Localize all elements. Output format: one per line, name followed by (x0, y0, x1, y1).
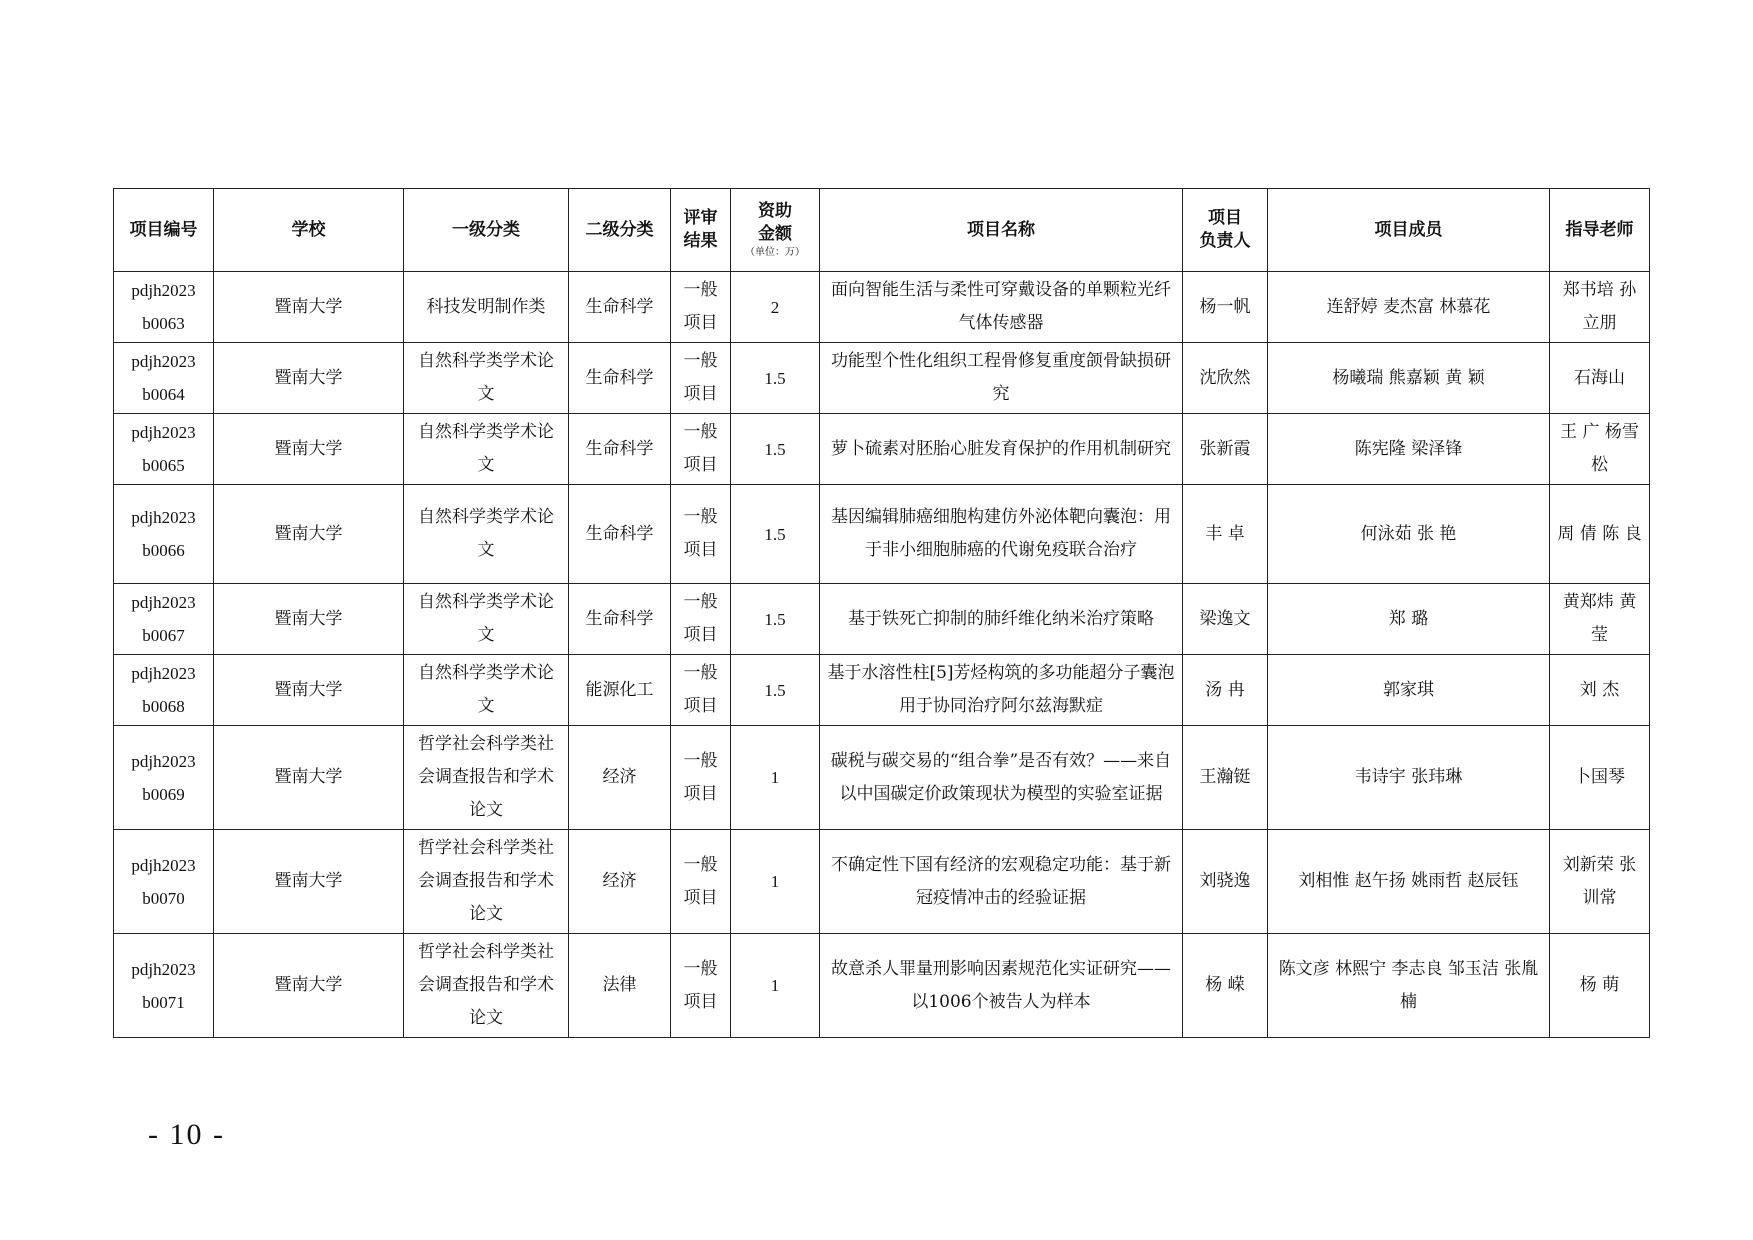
cell-category1: 自然科学类学术论文 (404, 655, 569, 726)
cell-category1: 哲学社会科学类社会调查报告和学术论文 (404, 726, 569, 830)
cell-category2: 生命科学 (569, 272, 671, 343)
cell-project-name: 功能型个性化组织工程骨修复重度颌骨缺损研究 (820, 343, 1183, 414)
cell-project-id: pdjh2023 b0068 (114, 655, 214, 726)
table-row (114, 343, 1650, 414)
header-category1: 一级分类 (404, 189, 569, 272)
table-row (114, 726, 1650, 830)
cell-category2: 经济 (569, 726, 671, 830)
cell-advisor: 卜国琴 (1550, 726, 1650, 830)
cell-category1: 自然科学类学术论文 (404, 584, 569, 655)
cell-review-result: 一般项目 (671, 343, 731, 414)
cell-advisor: 郑书培 孙立朋 (1550, 272, 1650, 343)
cell-school: 暨南大学 (214, 272, 404, 343)
cell-project-name: 基于水溶性柱[5]芳烃构筑的多功能超分子囊泡用于协同治疗阿尔兹海默症 (820, 655, 1183, 726)
table-row (114, 272, 1650, 343)
cell-category1: 哲学社会科学类社会调查报告和学术论文 (404, 830, 569, 934)
cell-review-result: 一般项目 (671, 485, 731, 584)
cell-category2: 生命科学 (569, 414, 671, 485)
table-header-row (114, 189, 1650, 272)
cell-school: 暨南大学 (214, 584, 404, 655)
cell-category2: 生命科学 (569, 343, 671, 414)
header-id: 项目编号 (114, 189, 214, 272)
cell-members: 刘相惟 赵午扬 姚雨哲 赵辰钰 (1268, 830, 1550, 934)
header-school: 学校 (214, 189, 404, 272)
header-leader: 项目 负责人 (1183, 189, 1268, 272)
header-review-result: 评审 结果 (671, 189, 731, 272)
table-body (114, 272, 1650, 1038)
cell-review-result: 一般项目 (671, 830, 731, 934)
cell-amount: 1.5 (731, 584, 820, 655)
cell-advisor: 刘新荣 张训常 (1550, 830, 1650, 934)
cell-leader: 刘骁逸 (1183, 830, 1268, 934)
cell-amount: 1 (731, 830, 820, 934)
header-advisor: 指导老师 (1550, 189, 1650, 272)
cell-school: 暨南大学 (214, 934, 404, 1038)
cell-review-result: 一般项目 (671, 414, 731, 485)
header-members: 项目成员 (1268, 189, 1550, 272)
cell-category1: 自然科学类学术论文 (404, 343, 569, 414)
cell-project-id: pdjh2023 b0069 (114, 726, 214, 830)
cell-category2: 生命科学 (569, 584, 671, 655)
cell-project-id: pdjh2023 b0063 (114, 272, 214, 343)
cell-school: 暨南大学 (214, 414, 404, 485)
table-row (114, 655, 1650, 726)
cell-leader: 汤 冉 (1183, 655, 1268, 726)
cell-advisor: 杨 萌 (1550, 934, 1650, 1038)
cell-advisor: 黄郑炜 黄 莹 (1550, 584, 1650, 655)
cell-project-name: 故意杀人罪量刑影响因素规范化实证研究——以1006个被告人为样本 (820, 934, 1183, 1038)
cell-school: 暨南大学 (214, 726, 404, 830)
cell-project-id: pdjh2023 b0071 (114, 934, 214, 1038)
cell-amount: 1.5 (731, 655, 820, 726)
cell-amount: 1.5 (731, 414, 820, 485)
cell-category1: 自然科学类学术论文 (404, 414, 569, 485)
cell-advisor: 刘 杰 (1550, 655, 1650, 726)
header-category2: 二级分类 (569, 189, 671, 272)
cell-members: 郭家琪 (1268, 655, 1550, 726)
table-row (114, 830, 1650, 934)
cell-review-result: 一般项目 (671, 934, 731, 1038)
cell-review-result: 一般项目 (671, 655, 731, 726)
page-number: - 10 - (148, 1118, 225, 1151)
cell-members: 连舒婷 麦杰富 林慕花 (1268, 272, 1550, 343)
cell-members: 杨曦瑞 熊嘉颖 黄 颖 (1268, 343, 1550, 414)
cell-project-name: 基于铁死亡抑制的肺纤维化纳米治疗策略 (820, 584, 1183, 655)
cell-category2: 法律 (569, 934, 671, 1038)
cell-review-result: 一般项目 (671, 726, 731, 830)
cell-leader: 梁逸文 (1183, 584, 1268, 655)
cell-leader: 张新霞 (1183, 414, 1268, 485)
cell-leader: 杨 嵘 (1183, 934, 1268, 1038)
cell-members: 何泳茹 张 艳 (1268, 485, 1550, 584)
table-row (114, 934, 1650, 1038)
cell-project-name: 不确定性下国有经济的宏观稳定功能：基于新冠疫情冲击的经验证据 (820, 830, 1183, 934)
table-row (114, 584, 1650, 655)
cell-leader: 丰 卓 (1183, 485, 1268, 584)
cell-project-name: 碳税与碳交易的“组合拳”是否有效？——来自以中国碳定价政策现状为模型的实验室证据 (820, 726, 1183, 830)
cell-school: 暨南大学 (214, 830, 404, 934)
table-row (114, 485, 1650, 584)
cell-leader: 沈欣然 (1183, 343, 1268, 414)
cell-members: 韦诗宇 张玮琳 (1268, 726, 1550, 830)
cell-category2: 经济 (569, 830, 671, 934)
cell-members: 郑 璐 (1268, 584, 1550, 655)
cell-school: 暨南大学 (214, 655, 404, 726)
cell-project-id: pdjh2023 b0067 (114, 584, 214, 655)
cell-review-result: 一般项目 (671, 584, 731, 655)
cell-amount: 1.5 (731, 485, 820, 584)
cell-school: 暨南大学 (214, 343, 404, 414)
cell-leader: 杨一帆 (1183, 272, 1268, 343)
cell-leader: 王瀚铤 (1183, 726, 1268, 830)
cell-advisor: 王 广 杨雪松 (1550, 414, 1650, 485)
cell-review-result: 一般项目 (671, 272, 731, 343)
cell-amount: 1 (731, 726, 820, 830)
table-row (114, 414, 1650, 485)
amount-unit-note: （单位：万） (745, 247, 805, 258)
cell-project-name: 萝卜硫素对胚胎心脏发育保护的作用机制研究 (820, 414, 1183, 485)
cell-amount: 1.5 (731, 343, 820, 414)
cell-category1: 哲学社会科学类社会调查报告和学术论文 (404, 934, 569, 1038)
cell-project-name: 基因编辑肺癌细胞构建仿外泌体靶向囊泡：用于非小细胞肺癌的代谢免疫联合治疗 (820, 485, 1183, 584)
header-amount: 资助 金额 （单位：万） (731, 189, 820, 272)
cell-project-name: 面向智能生活与柔性可穿戴设备的单颗粒光纤气体传感器 (820, 272, 1183, 343)
cell-amount: 1 (731, 934, 820, 1038)
cell-category1: 自然科学类学术论文 (404, 485, 569, 584)
cell-members: 陈宪隆 梁泽锋 (1268, 414, 1550, 485)
cell-members: 陈文彦 林熙宁 李志良 邹玉洁 张胤楠 (1268, 934, 1550, 1038)
cell-project-id: pdjh2023 b0065 (114, 414, 214, 485)
cell-category2: 生命科学 (569, 485, 671, 584)
cell-project-id: pdjh2023 b0070 (114, 830, 214, 934)
cell-category2: 能源化工 (569, 655, 671, 726)
header-project-name: 项目名称 (820, 189, 1183, 272)
cell-advisor: 周 倩 陈 良 (1550, 485, 1650, 584)
cell-advisor: 石海山 (1550, 343, 1650, 414)
cell-category1: 科技发明制作类 (404, 272, 569, 343)
project-table (113, 188, 1650, 1038)
cell-amount: 2 (731, 272, 820, 343)
cell-project-id: pdjh2023 b0066 (114, 485, 214, 584)
cell-school: 暨南大学 (214, 485, 404, 584)
cell-project-id: pdjh2023 b0064 (114, 343, 214, 414)
